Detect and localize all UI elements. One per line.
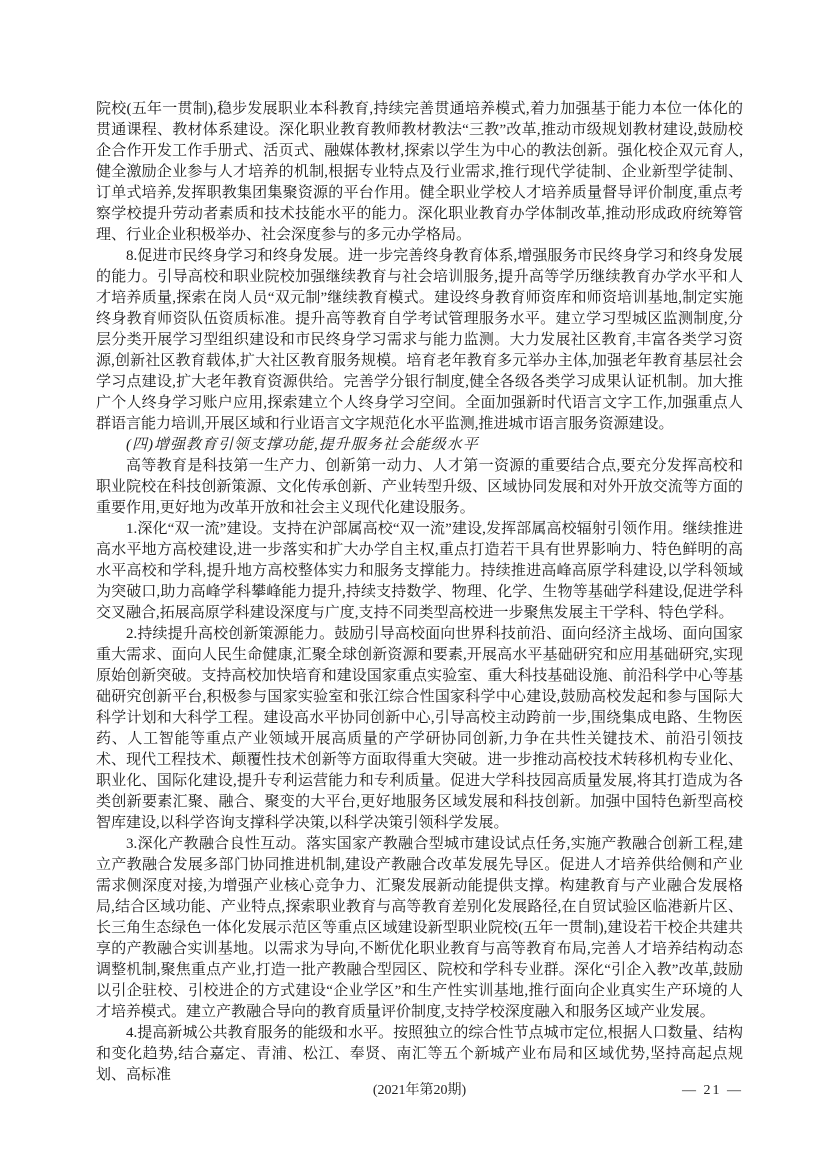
paragraph-item-2: 2.持续提升高校创新策源能力。鼓励引导高校面向世界科技前沿、面向经济主战场、面向国家重大需求、面向人民生命健康,汇聚全球创新资源和要素,开展高水平基础研究和应用基础研究,实现原始创新突破。支持高校加快培育和建设国家重点实验室、重大科技基础设施、前沿科学中心等基础研究创新平台,积极参与国家实验室和张江综合性国家科学中心建设,鼓励高校发起和参与国际大科学计划和大科学工程。建设高水平协同创新中心,引导高校主动跨前一步,围绕集成电路、生物医药、人工智能等重点产业领域开展高质量的产学研协同创新,力争在共性关键技术、前沿引领技术、现代工程技术、颠覆性技术创新等方面取得重大突破。进一步推动高校技术转移机构专业化、职业化、国际化建设,提升专利运营能力和专利质量。促进大学科技园高质量发展,将其打造成为各类创新要素汇聚、融合、聚变的大平台,更好地服务区域发展和科技创新。加强中国特色新型高校智库建设,以科学咨询支撑科学决策,以科学决策引领科学发展。	[96, 626, 743, 831]
paragraph-item-1: 1.深化“双一流”建设。支持在沪部属高校“双一流”建设,发挥部属高校辐射引领作用。继续推进高水平地方高校建设,进一步落实和扩大办学自主权,重点打造若干具有世界影响力、特色鲜明的高水平高校和学科,提升地方高校整体实力和服务支撑能力。持续推进高峰高原学科建设,以学科领域为突破口,助力高峰学科攀峰能力提升,持续支持数学、物理、化学、生物等基础学科建设,促进学科交叉融合,拓展高原学科建设深度与广度,支持不同类型高校进一步聚焦发展主干学科、特色学科。	[96, 521, 743, 621]
paragraph-higher-education-intro: 高等教育是科技第一生产力、创新第一动力、人才第一资源的重要结合点,要充分发挥高校和职业院校在科技创新策源、文化传承创新、产业转型升级、区域协同发展和对外开放交流等方面的重要作用,更好地为改革开放和社会主义现代化建设服务。	[96, 458, 743, 516]
section-heading: (四)增强教育引领支撑功能,提升服务社会能级水平	[126, 437, 479, 453]
paragraph-continuation: 院校(五年一贯制),稳步发展职业本科教育,持续完善贯通培养模式,着力加强基于能力本位一体化的贯通课程、教材体系建设。深化职业教育教师教材教法“三教”改革,推动市级规划教材建设,鼓励校企合作开发工作手册式、活页式、融媒体教材,探索以学生为中心的教法创新。强化校企双元育人,健全激励企业参与人才培养的机制,根据专业特点及行业需求,推行现代学徒制、企业新型学徒制、订单式培养,发挥职教集团集聚资源的平台作用。健全职业学校人才培养质量督导评价制度,重点考察学校提升劳动者素质和技术技能水平的能力。深化职业教育办学体制改革,推动形成政府统筹管理、行业企业积极举办、社会深度参与的多元办学格局。	[96, 101, 743, 243]
page-footer	[96, 1080, 743, 1102]
paragraph-item-3: 3.深化产教融合良性互动。落实国家产教融合型城市建设试点任务,实施产教融合创新工程,建立产教融合发展多部门协同推进机制,建设产教融合改革发展先导区。促进人才培养供给侧和产业需求侧深度对接,为增强产业核心竞争力、汇聚发展新动能提供支撑。构建教育与产业融合发展格局,结合区域功能、产业特点,探索职业教育与高等教育差别化发展路径,在自贸试验区临港新片区、长三角生态绿色一体化发展示范区等重点区域建设新型职业院校(五年一贯制),建设若干校企共建共享的产教融合实训基地。以需求为导向,不断优化职业教育与高等教育布局,完善人才培养结构动态调整机制,聚焦重点产业,打造一批产教融合型园区、院校和学科专业群。深化“引企入教”改革,鼓励以引企驻校、引校进企的方式建设“企业学区”和生产性实训基地,推行面向企业真实生产环境的人才培养模式。建立产教融合导向的教育质量评价制度,支持学校深度融入和服务区域产业发展。	[96, 836, 743, 1020]
journal-issue-label: (2021年第20期)	[372, 1083, 467, 1098]
paragraph-item-4: 4.提高新城公共教育服务的能级和水平。按照独立的综合性节点城市定位,根据人口数量、结构和变化趋势,结合嘉定、青浦、松江、奉贤、南汇等五个新城产业布局和区域优势,坚持高起点规划、高标准	[96, 1025, 743, 1083]
page-number: — 21 —	[682, 1083, 743, 1098]
paragraph-item-8: 8.促进市民终身学习和终身发展。进一步完善终身教育体系,增强服务市民终身学习和终身发展的能力。引导高校和职业院校加强继续教育与社会培训服务,提升高等学历继续教育办学水平和人才培养质量,探索在岗人员“双元制”继续教育模式。建设终身教育师资库和师资培训基地,制定实施终身教育师资队伍资质标准。提升高等教育自学考试管理服务水平。建立学习型城区监测制度,分层分类开展学习型组织建设和市民终身学习需求与能力监测。大力发展社区教育,丰富各类学习资源,创新社区教育载体,扩大社区教育服务规模。培育老年教育多元举办主体,加强老年教育基层社会学习点建设,扩大老年教育资源供给。完善学分银行制度,健全各级各类学习成果认证机制。加大推广个人终身学习账户应用,探索建立个人终身学习空间。全面加强新时代语言文字工作,加强重点人群语言能力培训,开展区域和行业语言文字规范化水平监测,推进城市语言服务资源建设。	[96, 248, 743, 432]
document-text-block	[96, 99, 743, 1086]
